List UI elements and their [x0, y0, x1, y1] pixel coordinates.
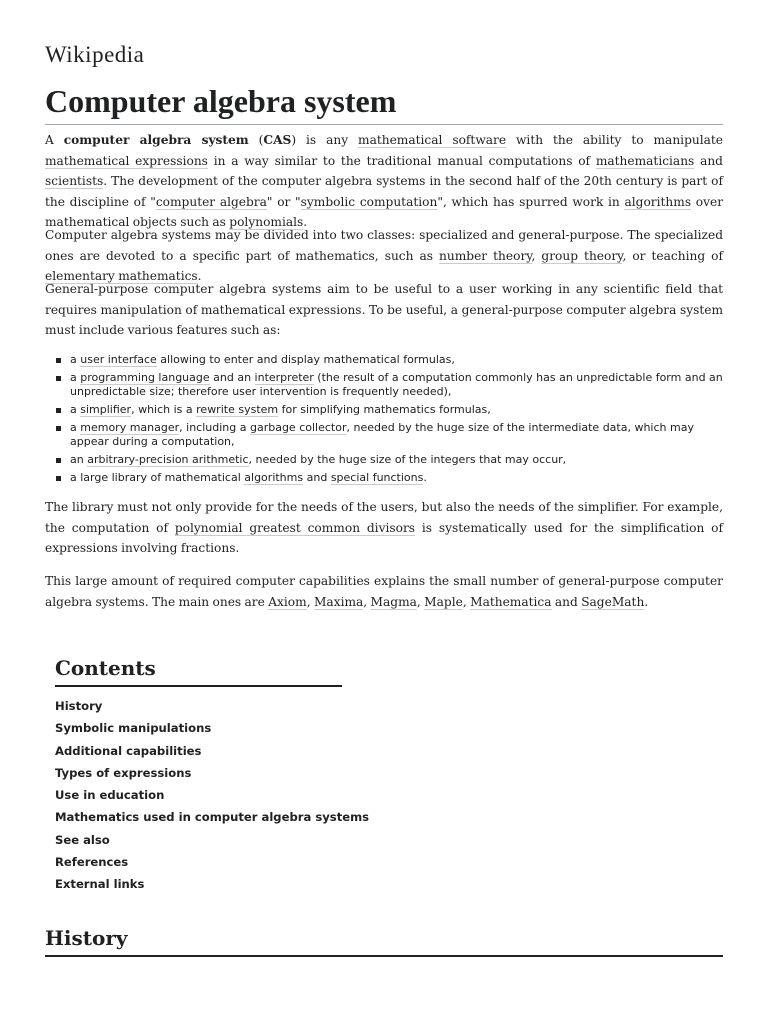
list-item: an arbitrary-precision arithmetic, needed by the huge size of the integers that may occur, — [53, 453, 723, 467]
link-symbolic-computation[interactable]: symbolic computation — [300, 194, 438, 209]
link-simplifier[interactable]: simplifier — [80, 403, 132, 416]
classes-paragraph: Computer algebra systems may be divided into two classes: specialized and general-purpose. The specialized ones are devoted to a specific part of mathematics, such as number theory, group theory, or teaching of elementary mathematics. — [45, 228, 723, 283]
link-polynomials[interactable]: polynomials — [229, 215, 304, 229]
toc-item-use-in-education[interactable]: Use in education — [55, 788, 165, 803]
toc-item-additional-capabilities[interactable]: Additional capabilities — [55, 743, 202, 758]
list-item: a user interface allowing to enter and display mathematical formulas, — [53, 353, 723, 367]
link-mathematicians[interactable]: mathematicians — [595, 153, 695, 168]
link-arbitrary-precision-arithmetic[interactable]: arbitrary-precision arithmetic — [87, 453, 249, 466]
link-axiom[interactable]: Axiom — [268, 594, 307, 609]
link-group-theory[interactable]: group theory — [541, 248, 623, 263]
general-purpose-paragraph: General-purpose computer algebra systems aim to be useful to a user working in any scientific field that requires manipulation of mathematical expressions. To be useful, a general-purpose computer algebra system must include various features such as: — [45, 282, 723, 337]
link-user-interface[interactable]: user interface — [80, 353, 157, 366]
bold-abbreviation: CAS — [263, 133, 292, 147]
toc-item-external-links[interactable]: External links — [55, 877, 145, 892]
toc-item-mathematics-used[interactable]: Mathematics used in computer algebra systems — [55, 810, 370, 825]
page-title: Computer algebra system — [45, 80, 723, 125]
link-programming-language[interactable]: programming language — [80, 371, 210, 384]
toc-item-types-of-expressions[interactable]: Types of expressions — [55, 765, 192, 780]
link-mathematical-software[interactable]: mathematical software — [358, 133, 507, 147]
link-polynomial-gcd[interactable]: polynomial greatest common divisors — [174, 520, 416, 535]
link-algorithms-2[interactable]: algorithms — [244, 471, 304, 484]
link-computer-algebra[interactable]: computer algebra — [155, 194, 267, 209]
link-rewrite-system[interactable]: rewrite system — [196, 403, 279, 416]
link-memory-manager[interactable]: memory manager — [80, 421, 180, 434]
table-of-contents — [55, 655, 370, 896]
link-elementary-mathematics[interactable]: elementary mathematics — [45, 269, 198, 283]
link-maple[interactable]: Maple — [424, 594, 463, 609]
toc-item-symbolic-manipulations[interactable]: Symbolic manipulations — [55, 721, 212, 736]
intro-paragraph: A computer algebra system (CAS) is any mathematical software with the ability to manipulate mathematical expressions in a way similar to the traditional manual computations of mathematicians and scientists. The development of the computer algebra systems in the second half of the 20th century is part of the discipline of "computer algebra" or "symbolic computation", which has spurred work in algorithms over mathematical objects such as polynomials. — [45, 133, 724, 229]
features-list — [53, 353, 723, 489]
toc-list — [55, 695, 370, 896]
list-item: a simplifier, which is a rewrite system for simplifying mathematics formulas, — [53, 403, 723, 417]
toc-item-history[interactable]: History — [55, 699, 103, 713]
bold-term: computer algebra system — [63, 133, 249, 147]
toc-item-references[interactable]: References — [55, 855, 129, 870]
list-item: a memory manager, including a garbage collector, needed by the huge size of the intermediate data, which may appear during a computation, — [53, 421, 723, 449]
link-algorithms[interactable]: algorithms — [624, 194, 692, 209]
link-special-functions[interactable]: special functions — [330, 471, 424, 484]
link-magma[interactable]: Magma — [370, 594, 417, 609]
library-paragraph: The library must not only provide for the needs of the users, but also the needs of the simplifier. For example, the computation of polynomial greatest common divisors is systematically used for the simplification of expressions involving fractions. — [45, 500, 723, 555]
main-systems-paragraph: This large amount of required computer capabilities explains the small number of general-purpose computer algebra systems. The main ones are Axiom, Maxima, Magma, Maple, Mathematica and SageMath. — [45, 574, 723, 609]
link-garbage-collector[interactable]: garbage collector — [249, 421, 347, 434]
toc-item-see-also[interactable]: See also — [55, 832, 110, 847]
link-mathematica[interactable]: Mathematica — [470, 594, 552, 609]
toc-title: Contents — [55, 655, 342, 687]
section-heading-history: History — [45, 924, 723, 957]
link-number-theory[interactable]: number theory — [439, 248, 532, 263]
list-item: a large library of mathematical algorithms and special functions. — [53, 471, 723, 485]
link-maxima[interactable]: Maxima — [313, 594, 364, 609]
wikipedia-wordmark[interactable]: Wikipedia — [45, 42, 145, 67]
link-scientists[interactable]: scientists — [45, 174, 104, 188]
list-item: a programming language and an interpreter (the result of a computation commonly has an unpredictable form and an unpredictable size; therefore user intervention is frequently needed), — [53, 371, 723, 399]
link-interpreter[interactable]: interpreter — [254, 371, 314, 384]
link-mathematical-expressions[interactable]: mathematical expressions — [45, 153, 208, 168]
link-sagemath[interactable]: SageMath — [581, 594, 645, 609]
